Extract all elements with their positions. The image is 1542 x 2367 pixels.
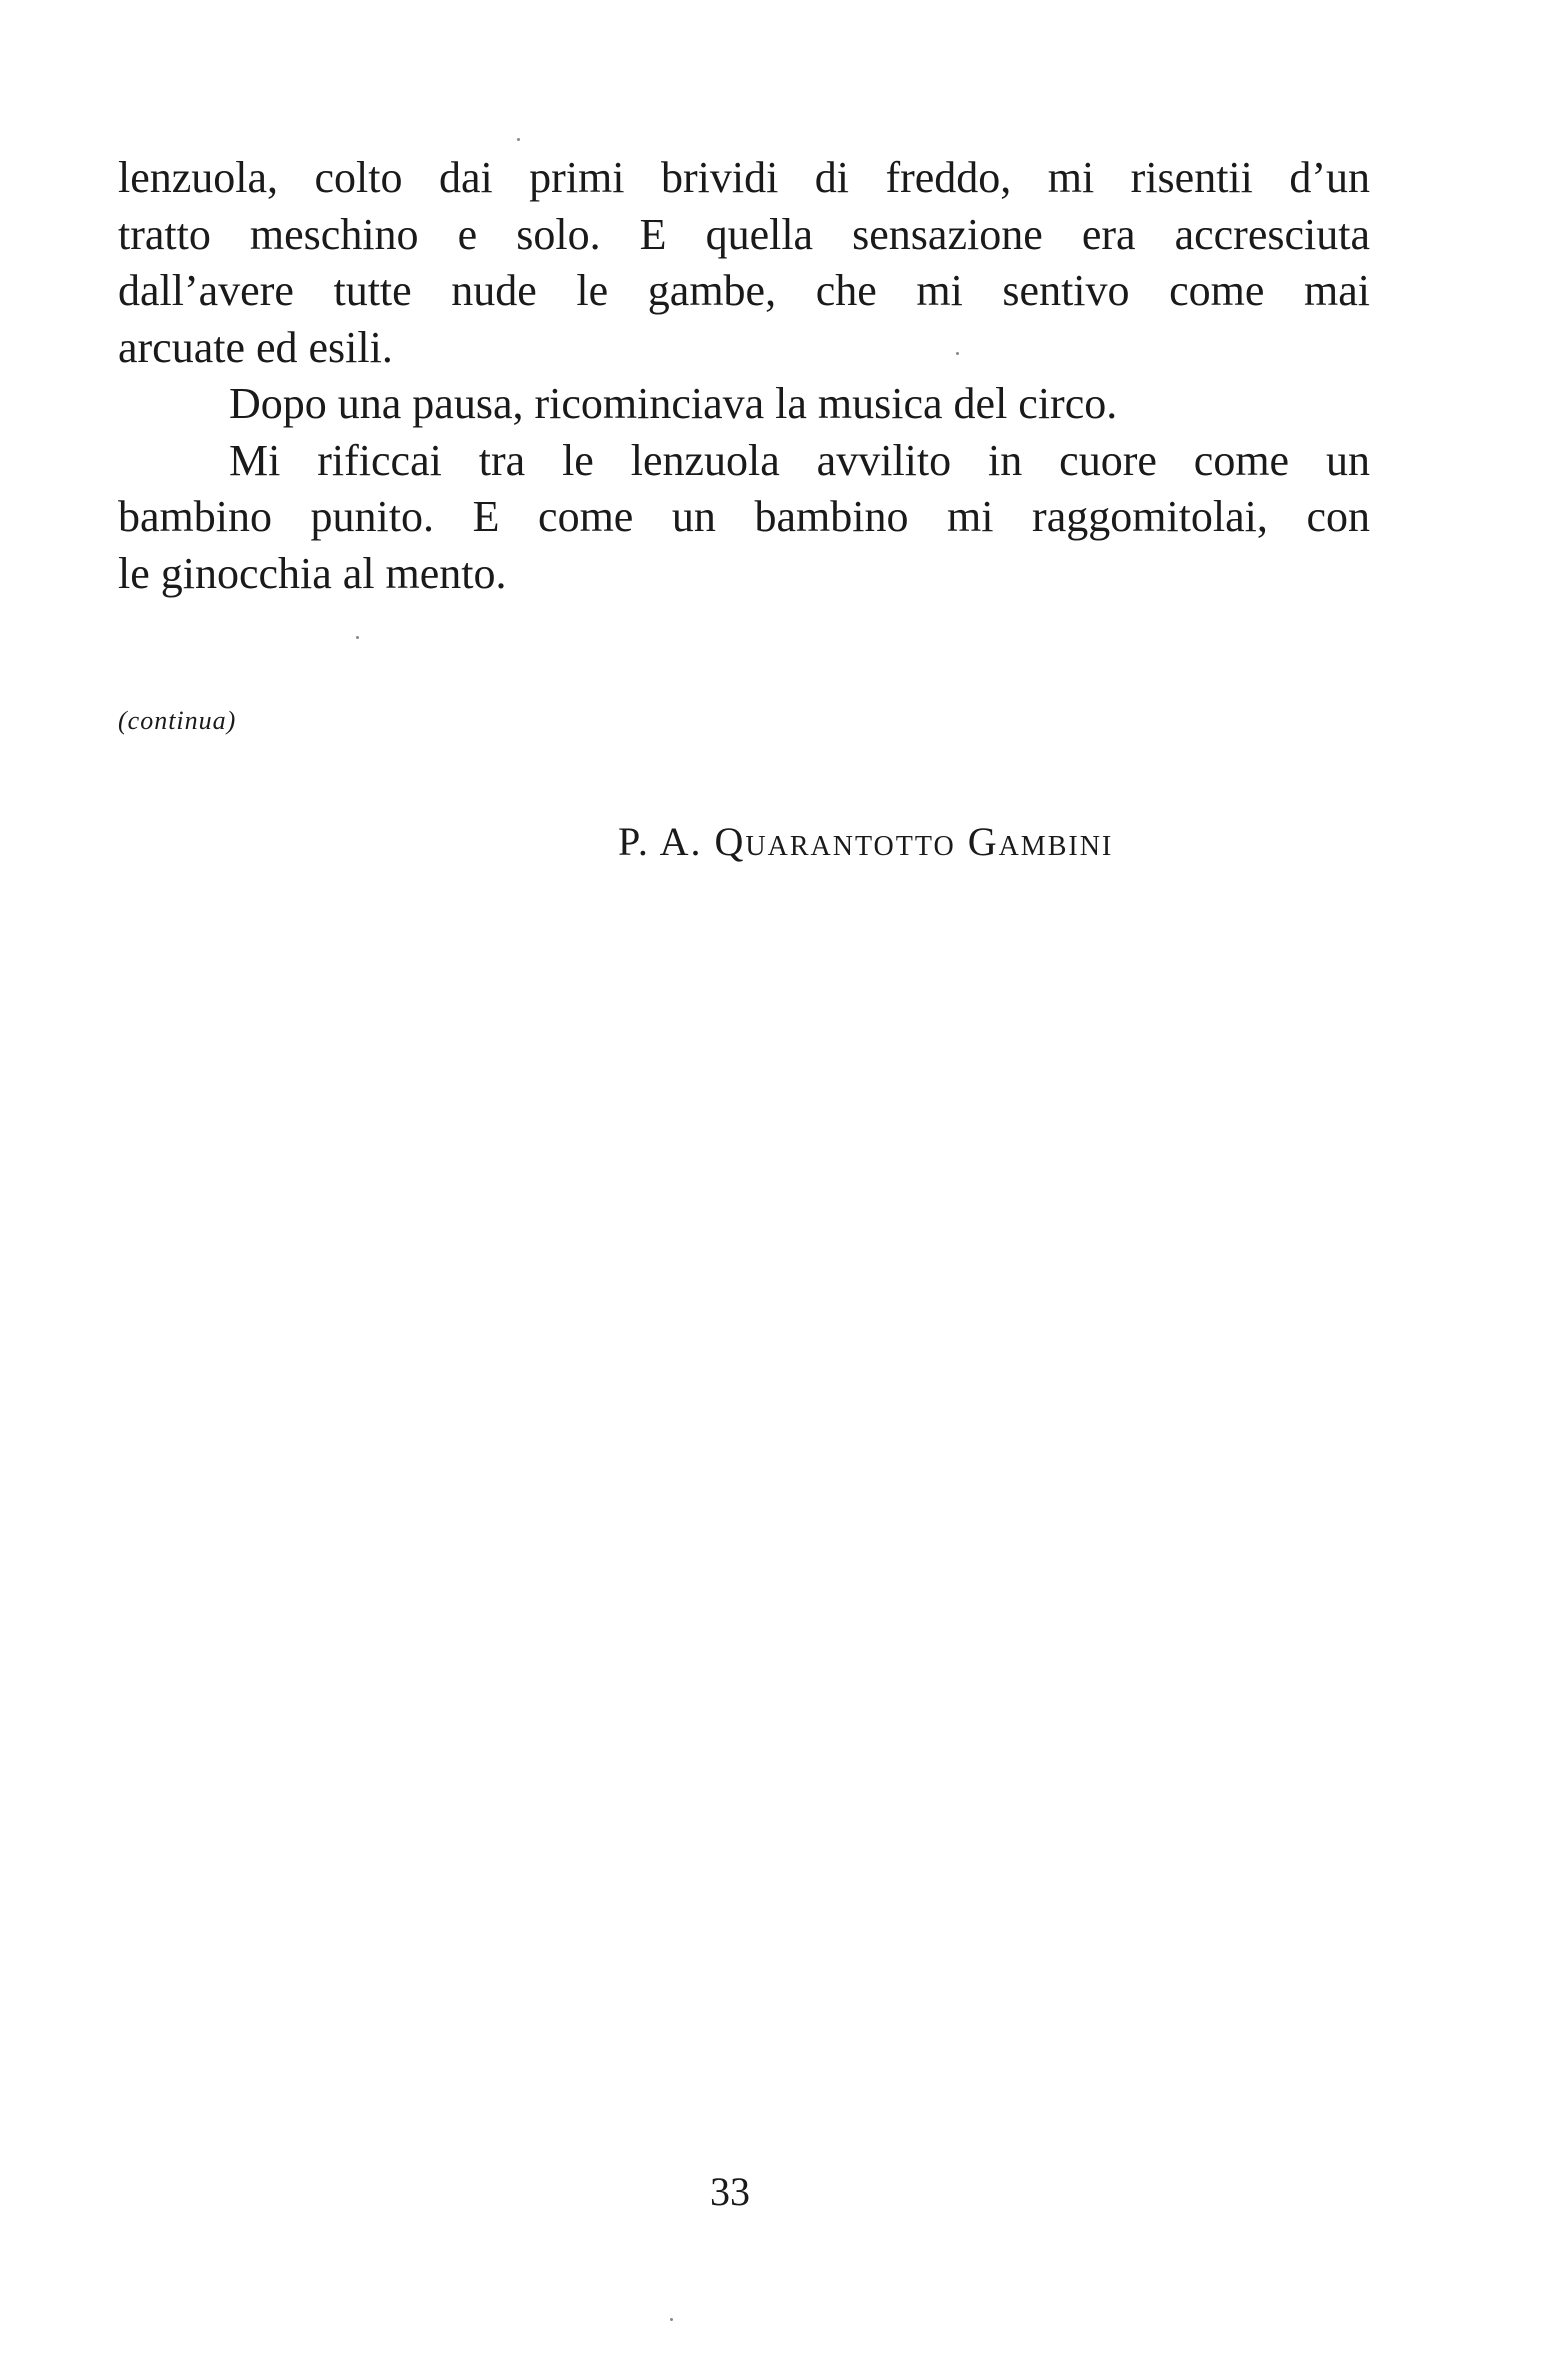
text-line: lenzuola, colto dai primi brividi di freddo, mi risentii d’un <box>118 153 1370 202</box>
author-surname-second: Gambini <box>967 819 1114 864</box>
author-signature <box>618 818 1113 865</box>
author-surname-first: Quarantotto <box>714 819 956 864</box>
scan-speck <box>517 138 520 141</box>
text-line: le ginocchia al mento. <box>118 548 507 598</box>
continua-note: (continua) <box>118 706 237 735</box>
page-number: 33 <box>710 2169 750 2214</box>
text-line: dall’avere tutte nude le gambe, che mi sentivo come mai <box>118 266 1370 315</box>
text-line: bambino punito. E come un bambino mi raggomitolai, con <box>118 492 1370 541</box>
body-text <box>118 150 1370 602</box>
scan-speck <box>356 636 359 639</box>
text-line: Mi rificcai tra le lenzuola avvilito in cuore come un <box>229 435 1370 485</box>
author-initials: P. A. <box>618 819 703 864</box>
text-line: Dopo una pausa, ricominciava la musica del circo. <box>229 379 1118 428</box>
scan-speck <box>956 352 959 355</box>
scan-speck <box>670 2318 673 2321</box>
text-line: arcuate ed esili. <box>118 322 393 372</box>
text-line: tratto meschino e solo. E quella sensazione era accresciuta <box>118 209 1370 259</box>
